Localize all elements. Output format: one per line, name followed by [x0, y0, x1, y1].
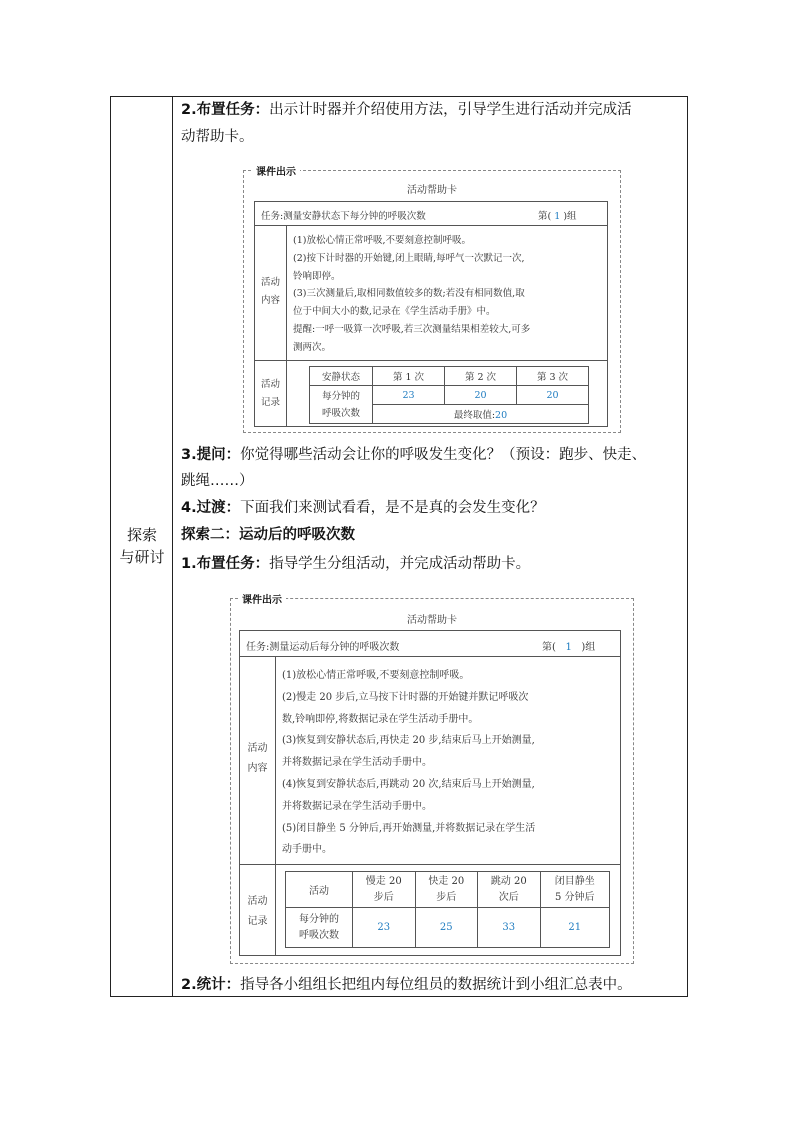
- record-row-label-2: 呼吸次数: [299, 929, 339, 941]
- content-item: (2)按下计时器的开始键,闭上眼睛,每呼气一次默记一次,: [293, 252, 525, 264]
- step-assign-task: [181, 100, 632, 120]
- content-item: (4)恢复到安静状态后,再跳动 20 次,结束后马上开始测量,: [282, 778, 535, 790]
- step-heading: 4.过渡：: [181, 500, 241, 516]
- header-line: 5 分钟后: [555, 891, 595, 903]
- step-text: 下面我们来测试看看，是不是真的会发生变化？: [240, 500, 545, 516]
- header-line: 步后: [373, 891, 394, 903]
- record-label-2: 记录: [260, 397, 280, 408]
- content-label-1: 活动: [247, 743, 268, 754]
- record-header-cell: 活动: [286, 872, 353, 908]
- step-text: 你觉得哪些活动会让你的呼吸发生变化？（预设：跑步、快走、: [240, 447, 647, 463]
- record-label-2: 记录: [247, 916, 268, 927]
- record-value: 21: [540, 908, 609, 948]
- record-row-label-1: 每分钟的: [321, 390, 360, 402]
- courseware-tag-2: 课件出示: [238, 591, 286, 606]
- header-line: 跳动 20: [490, 875, 527, 887]
- record-row-label: [310, 386, 373, 424]
- card-title-2: 活动帮助卡: [407, 615, 457, 626]
- header-line: 闭目静坐: [554, 875, 595, 887]
- record-value: 23: [353, 908, 416, 948]
- record-table-1: [309, 366, 589, 424]
- content-item: 并将数据记录在学生活动手册中。: [282, 757, 432, 769]
- content-label-cell: [240, 657, 276, 864]
- content-label-2: 内容: [260, 295, 280, 306]
- content-label-2: 内容: [247, 763, 268, 774]
- section-column: [111, 97, 173, 996]
- explore-two-text: 探索二：运动后的呼吸次数: [181, 527, 355, 543]
- record-label-cell: [255, 360, 287, 427]
- step-question-cont: 跳绳……）: [181, 473, 254, 489]
- section-label-line-2: 与研讨: [119, 548, 165, 566]
- final-value-cell: [373, 405, 589, 424]
- record-header-cell: [540, 872, 609, 908]
- content-item: (1)放松心情正常呼吸,不要刻意控制呼吸。: [282, 670, 470, 681]
- content-item: 提醒:一呼一吸算一次呼吸,若三次测量结果相差较大,可多: [293, 323, 531, 335]
- record-row-label: [286, 908, 353, 948]
- record-header-cell: [478, 872, 541, 908]
- step-statistics: [181, 975, 632, 995]
- content-list-2: [282, 665, 535, 861]
- content-list-1: [293, 232, 530, 357]
- record-value: 20: [445, 386, 517, 405]
- content-item: 位于中间大小的数,记录在《学生活动手册》中。: [293, 306, 496, 318]
- content-item: 铃响即停。: [293, 270, 341, 282]
- record-header-cell: [353, 872, 416, 908]
- record-label-cell: [240, 864, 276, 956]
- step-heading: 3.提问：: [181, 447, 241, 463]
- card-title-1: 活动帮助卡: [407, 185, 457, 196]
- content-item: 测两次。: [293, 341, 332, 353]
- group-value: 1: [554, 211, 561, 222]
- step-heading: 1.布置任务：: [181, 556, 270, 572]
- record-row-label-1: 每分钟的: [299, 913, 339, 925]
- step-transition: [181, 498, 545, 518]
- record-header-cell: 安静状态: [310, 367, 373, 386]
- content-item: 并将数据记录在学生活动手册中。: [282, 800, 432, 812]
- record-header-cell: 第 3 次: [517, 367, 589, 386]
- step-text: 指导学生分组活动，并完成活动帮助卡。: [269, 556, 531, 572]
- courseware-tag-1: 课件出示: [252, 163, 300, 178]
- explore-two-heading: [181, 525, 355, 545]
- record-label-1: 活动: [247, 896, 268, 907]
- final-value: 20: [495, 410, 508, 421]
- content-item: (2)慢走 20 步后,立马按下计时器的开始键并默记呼吸次: [282, 691, 529, 703]
- header-line: 慢走 20: [365, 875, 402, 887]
- section-label: [111, 524, 173, 568]
- content-item: (3)三次测量后,取相同数值较多的数;若没有相同数值,取: [293, 288, 525, 300]
- final-label: 最终取值:: [453, 410, 496, 421]
- task-text: 任务:测量安静状态下每分钟的呼吸次数: [261, 211, 426, 222]
- step-assign-task-2: [181, 554, 530, 574]
- record-value: 25: [415, 908, 478, 948]
- content-item: (3)恢复到安静状态后,再快走 20 步,结束后马上开始测量,: [282, 735, 535, 747]
- step-text: 出示计时器并介绍使用方法，引导学生进行活动并完成活: [269, 102, 632, 118]
- step-assign-task-cont: 动帮助卡。: [181, 129, 254, 145]
- group-number: 第( 1 )组: [542, 642, 596, 653]
- header-line: 次后: [498, 891, 519, 903]
- content-item: 动手册中。: [282, 844, 332, 856]
- content-label-cell: [255, 226, 287, 360]
- record-value: 20: [517, 386, 589, 405]
- task-row: [255, 202, 607, 226]
- header-line: 快走 20: [428, 875, 465, 887]
- step-question: [181, 445, 646, 465]
- content-item: (1)放松心情正常呼吸,不要刻意控制呼吸。: [293, 235, 471, 246]
- record-value: 23: [373, 386, 445, 405]
- task-text: 任务:测量运动后每分钟的呼吸次数: [246, 642, 400, 653]
- record-row-label-2: 呼吸次数: [321, 407, 360, 419]
- content-item: 数,铃响即停,将数据记录在学生活动手册中。: [282, 713, 479, 725]
- step-heading: 2.统计：: [181, 977, 241, 993]
- step-text: 指导各小组组长把组内每位组员的数据统计到小组汇总表中。: [240, 977, 632, 993]
- task-row: [240, 631, 620, 657]
- section-label-line-1: 探索: [126, 526, 157, 544]
- record-label-1: 活动: [260, 379, 280, 390]
- record-header-cell: 第 1 次: [373, 367, 445, 386]
- header-line: 步后: [436, 891, 457, 903]
- record-header-cell: [415, 872, 478, 908]
- group-number: 第( 1 )组: [538, 211, 577, 222]
- content-label-1: 活动: [260, 277, 280, 288]
- content-item: (5)闭目静坐 5 分钟后,再开始测量,并将数据记录在学生活: [282, 822, 536, 834]
- group-value: 1: [565, 642, 572, 653]
- record-value: 33: [478, 908, 541, 948]
- record-table-2: [285, 871, 610, 948]
- record-header-cell: 第 2 次: [445, 367, 517, 386]
- step-heading: 2.布置任务：: [181, 102, 270, 118]
